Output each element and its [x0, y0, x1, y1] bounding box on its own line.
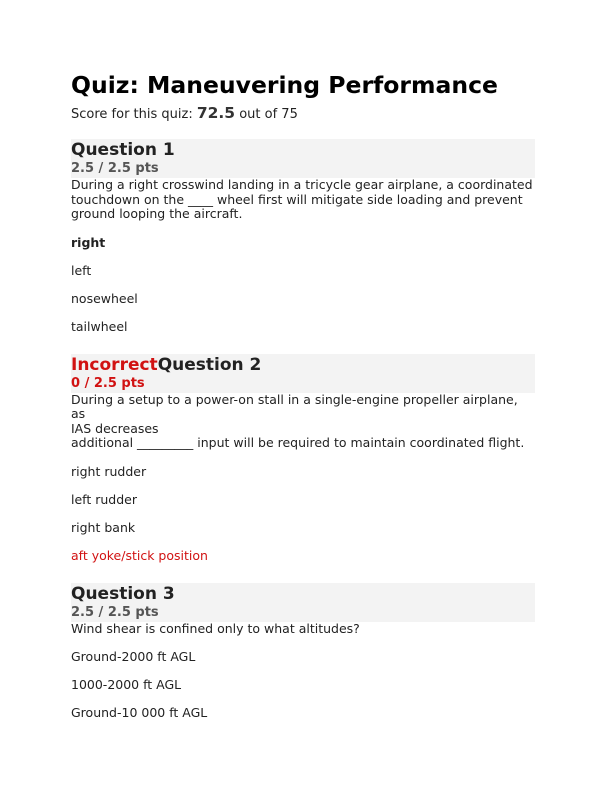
question-header — [71, 583, 535, 622]
question-points: 0 / 2.5 pts — [71, 375, 145, 391]
quiz-score — [71, 103, 535, 125]
question-points: 2.5 / 2.5 pts — [71, 604, 159, 620]
quiz-content — [71, 70, 535, 720]
question-text-line: During a setup to a power-on stall in a single-engine propeller airplane, as — [71, 391, 518, 421]
question-header — [71, 139, 535, 178]
answer-option[interactable]: right — [71, 234, 106, 250]
question-title — [71, 583, 535, 605]
answer-option[interactable]: Ground-2000 ft AGL — [71, 649, 196, 664]
question-points: 2.5 / 2.5 pts — [71, 161, 159, 176]
score-prefix: Score for this quiz: — [71, 107, 197, 122]
answer-option[interactable]: 1000-2000 ft AGL — [71, 677, 182, 692]
question-text — [71, 622, 535, 637]
question-text-line: additional _________ input will be required to maintain coordinated flight. — [71, 435, 525, 450]
question-text-line: During a right crosswind landing in a tricycle gear airplane, a coordinated — [71, 177, 533, 192]
question-title — [71, 354, 535, 376]
page-title: Quiz: Maneuvering Performance — [71, 71, 498, 99]
answer-option[interactable]: left — [71, 262, 92, 278]
question-title-text: Question 1 — [71, 140, 175, 160]
question-text-line: Wind shear is confined only to what altitudes? — [71, 620, 360, 636]
question-title-text: Question 2 — [157, 354, 262, 375]
answer-option[interactable]: right rudder — [71, 463, 147, 479]
question-text-line: ground looping the aircraft. — [71, 206, 243, 221]
score-suffix: out of 75 — [235, 107, 298, 122]
question-title — [71, 139, 535, 161]
answer-option[interactable]: tailwheel — [71, 318, 128, 334]
question-text-line: touchdown on the ____ wheel first will mitigate side loading and prevent — [71, 191, 523, 207]
question-header — [71, 354, 535, 393]
question-text-line: IAS decreases — [71, 420, 159, 436]
answer-option[interactable]: nosewheel — [71, 290, 138, 306]
question-text — [71, 178, 535, 222]
answer-option[interactable]: right bank — [71, 519, 136, 535]
incorrect-label: Incorrect — [71, 354, 158, 375]
question-text — [71, 393, 535, 451]
answer-option[interactable]: Ground-10 000 ft AGL — [71, 705, 208, 720]
question-title-text: Question 3 — [71, 583, 175, 604]
answer-option[interactable]: left rudder — [71, 491, 137, 507]
question-1 — [71, 139, 535, 334]
question-3 — [71, 583, 535, 721]
answer-option-selected-incorrect[interactable]: aft yoke/stick position — [71, 547, 208, 563]
score-value: 72.5 — [196, 104, 236, 122]
question-2 — [71, 354, 535, 563]
